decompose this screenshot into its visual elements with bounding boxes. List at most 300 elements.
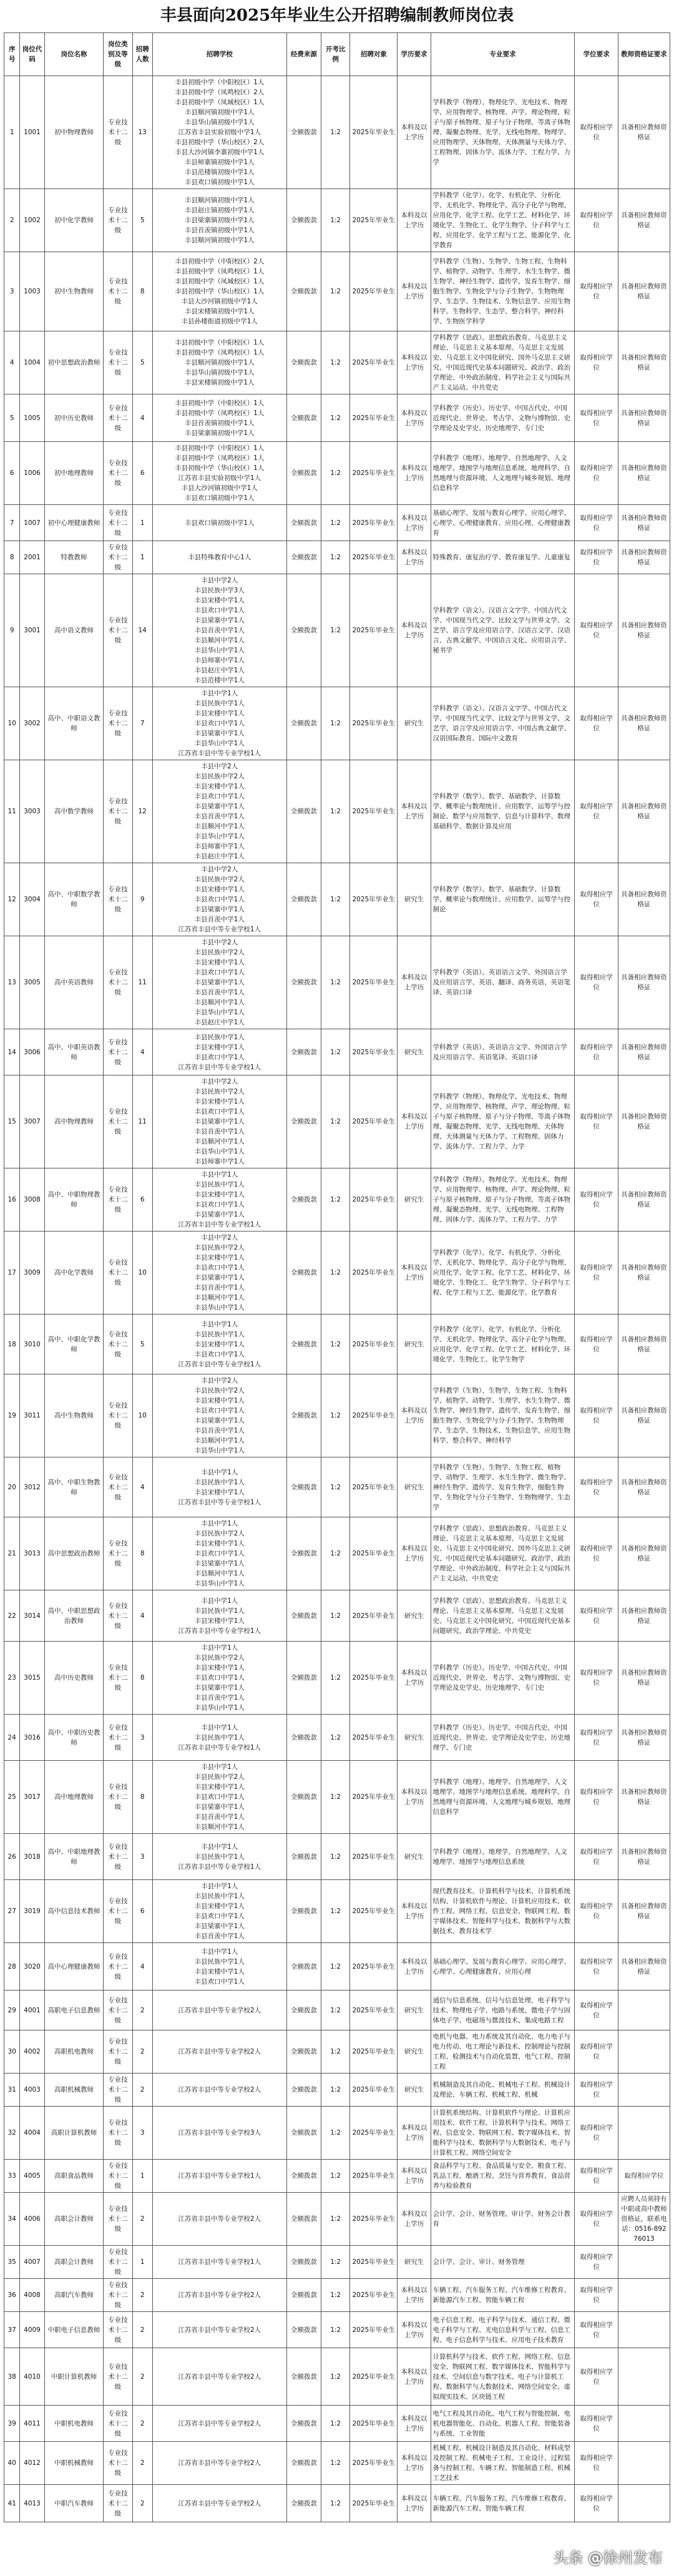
- cell-funding: 全额拨款: [286, 505, 321, 541]
- cell-funding: 全额拨款: [286, 687, 321, 760]
- cell-schools: [152, 1029, 286, 1075]
- cell-serial: 39: [4, 2406, 20, 2442]
- cell-target: 2025年毕业生: [350, 505, 398, 541]
- school-line: 丰县宋楼中学1人: [194, 1664, 245, 1672]
- school-line: 丰县梁寨镇初级中学1人: [184, 429, 255, 437]
- cell-target: 2025年毕业生: [350, 1457, 398, 1517]
- cell-code: 4003: [20, 2074, 44, 2107]
- school-line: 丰县民族中学1人: [194, 700, 245, 707]
- cell-ratio: 1:2: [321, 1232, 350, 1315]
- cell-degree: 取得相应学位: [575, 331, 618, 394]
- watermark-prefix: 头条: [553, 2549, 588, 2567]
- cell-post-name: 高职会计教师: [44, 2193, 104, 2246]
- cell-target: 2025年毕业生: [350, 1517, 398, 1590]
- cell-count: 3: [132, 2107, 152, 2160]
- cell-schools: [152, 1880, 286, 1943]
- school-line: 丰县宋楼镇初级中学1人: [184, 379, 255, 386]
- school-line: 丰县梁寨中学1人: [194, 906, 245, 913]
- school-line: 丰县华山中学1人: [194, 740, 245, 747]
- school-line: 丰县初级中学（凤鸣校区）1人: [175, 454, 265, 462]
- cell-category: 专业技术十二级: [104, 1168, 132, 1232]
- school-line: 丰县首羡镇初级中学1人: [184, 419, 255, 427]
- cell-funding: 全额拨款: [286, 2107, 321, 2160]
- table-row: [4, 1075, 670, 1168]
- school-line: 丰县欢口中学1人: [194, 1793, 245, 1801]
- cell-target: 2025年毕业生: [350, 1642, 398, 1715]
- cell-serial: 9: [4, 574, 20, 687]
- school-line: 丰县宋楼镇初级中学1人: [184, 308, 255, 315]
- cell-degree: 取得相应学位: [575, 1642, 618, 1715]
- cell-degree: 取得相应学位: [575, 1374, 618, 1457]
- cell-serial: 2: [4, 189, 20, 252]
- cell-category: 专业技术十二级: [104, 2074, 132, 2107]
- cell-post-name: 高中、中职历史教师: [44, 1715, 104, 1761]
- cell-education: 研究生: [398, 863, 431, 936]
- cell-category: 专业技术十二级: [104, 2030, 132, 2074]
- cell-schools: [152, 2030, 286, 2074]
- cell-serial: 4: [4, 331, 20, 394]
- cell-major: 机械工程、机械设计制造及其自动化、材料成型及控制工程、机械电子工程、工业设计、过程装备与控制工程、车辆工程、智能制造工程、机械工艺技术: [431, 2442, 575, 2485]
- cell-serial: 32: [4, 2107, 20, 2160]
- table-row: [4, 1715, 670, 1761]
- table-row: [4, 1991, 670, 2030]
- cell-post-name: 中职汽车教师: [44, 2485, 104, 2522]
- cell-major: 学科教学（生物）、生物学、生物工程、生物科学、植物学、动物学、生理学、水生生物学、微生物学、神经生物学、遗传学、发育生物学、细胞生物学、生物化学与分子生物学、生物物理学、生态学、生物技术、生物信息学、应用生物科学、整合科学、神经科学: [431, 1374, 575, 1457]
- cell-code: 4012: [20, 2442, 44, 2485]
- cell-schools: [152, 2279, 286, 2312]
- cell-schools: [152, 505, 286, 541]
- cell-funding: 全额拨款: [286, 2246, 321, 2279]
- cell-target: 2025年毕业生: [350, 2246, 398, 2279]
- cell-education: 研究生: [398, 687, 431, 760]
- school-line: 丰县中学2人: [201, 763, 238, 770]
- school-line: 丰县中学1人: [201, 1723, 238, 1731]
- school-line: 丰县顺河镇初级中学1人: [184, 197, 255, 204]
- cell-category: 专业技术十二级: [104, 1590, 132, 1642]
- school-line: 江苏省丰县中等专业学校2人: [178, 2459, 261, 2467]
- cell-education: 研究生: [398, 2030, 431, 2074]
- cell-category: 专业技术十二级: [104, 687, 132, 760]
- cell-degree: 取得相应学位: [575, 2160, 618, 2193]
- cell-category: 专业技术十二级: [104, 1075, 132, 1168]
- cell-category: 专业技术十二级: [104, 541, 132, 574]
- school-line: 丰县初级中学（中阳校区）1人: [175, 339, 265, 346]
- cell-schools: [152, 1590, 286, 1642]
- cell-category: 专业技术十二级: [104, 1517, 132, 1590]
- school-line: 江苏省丰县中等专业学校1人: [178, 1863, 261, 1871]
- table-row: [4, 2442, 670, 2485]
- cell-serial: 11: [4, 760, 20, 863]
- school-line: 丰县初级中学（凤鸣校区）1人: [175, 268, 265, 275]
- school-line: 丰县宋楼中学1人: [194, 710, 245, 717]
- cell-count: 14: [132, 574, 152, 687]
- cell-target: 2025年毕业生: [350, 2348, 398, 2406]
- cell-major: 学科教学（化学）、化学、有机化学、分析化学、无机化学、物理化学、高分子化学与物理、应用化学、化学工程、化学工艺、材料化学、环境化学、生物化工、化学生物学、分子科学与工程、应用化学、化学工程与工艺、能源化学、化学教育: [431, 189, 575, 252]
- cell-category: 专业技术十二级: [104, 574, 132, 687]
- cell-target: 2025年毕业生: [350, 1991, 398, 2030]
- cell-funding: 全额拨款: [286, 1374, 321, 1457]
- cell-post-name: 高中心理健康教师: [44, 1943, 104, 1991]
- school-line: 丰县华山中学1人: [194, 1148, 245, 1155]
- cell-degree: 取得相应学位: [575, 2074, 618, 2107]
- cell-certificate: 具备相应教师资格证: [618, 1517, 670, 1590]
- cell-ratio: 1:2: [321, 2348, 350, 2406]
- cell-category: 专业技术十二级: [104, 2442, 132, 2485]
- cell-degree: 取得相应学位: [575, 1880, 618, 1943]
- school-line: 丰县首羡中学1人: [194, 1284, 245, 1291]
- cell-post-name: 高中、中职物理教师: [44, 1168, 104, 1232]
- cell-major: 学科教学（语文）、汉语言文字学、中国古代文学、中国现当代文学、比较文学与世界文学、文艺学、语言学及应用语言学、汉语言文学、汉语言、古典文献学、中国语言文化、应用语言学、秘书学: [431, 574, 575, 687]
- cell-serial: 12: [4, 863, 20, 936]
- table-row: [4, 936, 670, 1029]
- cell-education: 本科及以上学历: [398, 1374, 431, 1457]
- cell-target: 2025年毕业生: [350, 1374, 398, 1457]
- cell-major: 食品科学与工程、食品质量与安全、粮食工程、乳品工程、酿酒工程、烹饪与营养教育、食品营养与检验教育: [431, 2160, 575, 2193]
- cell-count: 11: [132, 1075, 152, 1168]
- cell-certificate: 具备相应教师资格证: [618, 76, 670, 189]
- cell-ratio: 1:2: [321, 1315, 350, 1374]
- school-line: 丰县欢口镇初级中学1人: [184, 494, 255, 502]
- cell-major: 学科教学（物理）、物理化学、光电技术、物理学、应用物理学、核物理、声学、理论物理、粒子与原子核物理、原子与分子物理、等离子体物理、凝聚态物理、光学、无线电物理、工程物理、固体力学、流体力学、工程力学、力学: [431, 1168, 575, 1232]
- school-line: 丰县大沙河镇初级中学1人: [181, 298, 258, 305]
- cell-major: 学科教学（物理）、物理化学、光电技术、物理学、应用物理学、核物理、声学、理论物理、粒子与原子核物理、原子与分子物理、等离子体物理、凝聚态物理、光学、无线电物理、物理学、应用物理学、天体物理、天体测量与天体力学、工程物理、固体力学、流体力学、工程力学、力学: [431, 76, 575, 189]
- cell-category: 专业技术十二级: [104, 1457, 132, 1517]
- school-line: 丰县首羡中学1人: [194, 916, 245, 923]
- cell-count: 2: [132, 2279, 152, 2312]
- school-line: 丰县民族中学2人: [194, 1773, 245, 1781]
- cell-post-name: 高中历史教师: [44, 1642, 104, 1715]
- cell-count: 12: [132, 760, 152, 863]
- cell-funding: 全额拨款: [286, 1590, 321, 1642]
- cell-post-name: 中职机电教师: [44, 2406, 104, 2442]
- school-line: 丰县欢口中学1人: [194, 1977, 245, 1986]
- cell-education: 本科及以上学历: [398, 505, 431, 541]
- cell-degree: 取得相应学位: [575, 541, 618, 574]
- cell-schools: [152, 252, 286, 331]
- cell-post-name: 高中英语教师: [44, 936, 104, 1029]
- cell-certificate: [618, 2030, 670, 2074]
- cell-serial: 26: [4, 1834, 20, 1880]
- cell-code: 4009: [20, 2312, 44, 2348]
- cell-serial: 30: [4, 2030, 20, 2074]
- cell-serial: 31: [4, 2074, 20, 2107]
- cell-schools: [152, 331, 286, 394]
- cell-funding: 全额拨款: [286, 1880, 321, 1943]
- cell-serial: 5: [4, 394, 20, 442]
- cell-major: 特殊教育、康复治疗学、教育康复学、儿童康复: [431, 541, 575, 574]
- school-line: 丰县梁寨镇初级中学1人: [184, 217, 255, 224]
- school-line: 丰县顺河中学1人: [194, 1294, 245, 1301]
- cell-post-name: 初中历史教师: [44, 394, 104, 442]
- cell-schools: [152, 2312, 286, 2348]
- table-row: [4, 1029, 670, 1075]
- column-header: 岗位名称: [44, 33, 104, 76]
- cell-post-name: 中职电子信息教师: [44, 2312, 104, 2348]
- cell-target: 2025年毕业生: [350, 2312, 398, 2348]
- cell-count: 5: [132, 331, 152, 394]
- column-header: 招聘学校: [152, 33, 286, 76]
- cell-schools: [152, 541, 286, 574]
- school-line: 丰县首羡中学1人: [194, 1694, 245, 1702]
- cell-code: 1001: [20, 76, 44, 189]
- cell-funding: 全额拨款: [286, 1075, 321, 1168]
- cell-education: 本科及以上学历: [398, 1642, 431, 1715]
- cell-certificate: [618, 1991, 670, 2030]
- school-line: 丰县首羡镇初级中学1人: [184, 227, 255, 234]
- cell-count: 1: [132, 2160, 152, 2193]
- cell-code: 3007: [20, 1075, 44, 1168]
- cell-major: 电子信息工程、电子科学与技术、通信工程、微电子科学与工程、光电信息科学与工程、信息工程、电子信息科学与技术、应用电子技术教育: [431, 2312, 575, 2348]
- cell-code: 4002: [20, 2030, 44, 2074]
- school-line: 丰县顺河中学1人: [194, 1138, 245, 1145]
- cell-serial: 41: [4, 2485, 20, 2522]
- cell-certificate: 具备相应教师资格证: [618, 331, 670, 394]
- school-line: 丰县首羡中学1人: [194, 627, 245, 634]
- cell-certificate: 具备相应教师资格证: [618, 541, 670, 574]
- school-line: 丰县初级中学（中阳校区）1人: [175, 399, 265, 407]
- school-line: 丰县顺河镇初级中学1人: [184, 109, 255, 116]
- cell-post-name: 初中生物教师: [44, 252, 104, 331]
- cell-schools: [152, 2107, 286, 2160]
- table-row: [4, 331, 670, 394]
- cell-major: 学科教学（语文）、汉语言文字学、中国古代文学、中国现当代文学、比较文学与世界文学、文艺学、语言学及应用语言学、中国古典文献学、汉语国际教育、国际中文教育: [431, 687, 575, 760]
- cell-degree: 取得相应学位: [575, 574, 618, 687]
- cell-certificate: [618, 2107, 670, 2160]
- cell-education: 本科及以上学历: [398, 189, 431, 252]
- cell-target: 2025年毕业生: [350, 760, 398, 863]
- school-line: 丰县首羡中学1人: [194, 989, 245, 996]
- school-line: 丰县初级中学（华山校区）2人: [175, 139, 265, 146]
- cell-ratio: 1:2: [321, 1880, 350, 1943]
- cell-schools: [152, 2442, 286, 2485]
- table-body: [4, 76, 670, 2522]
- cell-target: 2025年毕业生: [350, 442, 398, 505]
- cell-code: 3019: [20, 1880, 44, 1943]
- cell-major: 学科教学（历史）、历史学、中国古代史、中国近现代史、世界史、史学理论及史学史、历史地理学、专门史: [431, 1715, 575, 1761]
- cell-code: 1007: [20, 505, 44, 541]
- cell-education: 本科及以上学历: [398, 76, 431, 189]
- cell-code: 3013: [20, 1517, 44, 1590]
- cell-major: 学科教学（数学）、数学、基础数学、计算数学、概率论与数理统计、应用数学、运筹学与控制论: [431, 863, 575, 936]
- cell-post-name: 高中语文教师: [44, 574, 104, 687]
- cell-degree: 取得相应学位: [575, 2348, 618, 2406]
- cell-serial: 1: [4, 76, 20, 189]
- school-line: 丰县首羡中学1人: [194, 813, 245, 820]
- cell-post-name: 高职汽车教师: [44, 2279, 104, 2312]
- school-line: 丰县赵庄镇初级中学1人: [184, 207, 255, 214]
- cell-target: 2025年毕业生: [350, 1880, 398, 1943]
- cell-certificate: [618, 2279, 670, 2312]
- cell-category: 专业技术十二级: [104, 2246, 132, 2279]
- table-row: [4, 76, 670, 189]
- cell-schools: [152, 2074, 286, 2107]
- cell-funding: 全额拨款: [286, 2160, 321, 2193]
- table-row: [4, 2246, 670, 2279]
- school-line: 丰县顺河中学1人: [194, 823, 245, 830]
- school-line: 丰县民族中学1人: [194, 1033, 245, 1041]
- cell-count: 2: [132, 2312, 152, 2348]
- cell-certificate: 具备相应教师资格证: [618, 442, 670, 505]
- cell-target: 2025年毕业生: [350, 2193, 398, 2246]
- cell-code: 2001: [20, 541, 44, 574]
- school-line: 丰县民族中学2人: [194, 949, 245, 956]
- column-header: 招聘对象: [350, 33, 398, 76]
- cell-major: 学科教学（化学）、化学、有机化学、分析化学、无机化学、物理化学、高分子化学与物理、应用化学、化学工程、化学工艺、材料化学、环境化学、生物化工、化学生物学、分子科学与工程、化学工程与工艺、能源化学、化学教育: [431, 1232, 575, 1315]
- cell-serial: 16: [4, 1168, 20, 1232]
- cell-target: 2025年毕业生: [350, 2442, 398, 2485]
- cell-ratio: 1:2: [321, 189, 350, 252]
- cell-category: 专业技术十二级: [104, 1642, 132, 1715]
- cell-serial: 15: [4, 1075, 20, 1168]
- school-line: 丰县顺河中学1人: [194, 1823, 245, 1831]
- cell-code: 1005: [20, 394, 44, 442]
- cell-funding: 全额拨款: [286, 1715, 321, 1761]
- cell-schools: [152, 442, 286, 505]
- table-row: [4, 2312, 670, 2348]
- recruitment-table: [4, 32, 670, 2522]
- cell-major: 学科教学（生物）、生物学、生物工程、生物科学、植物学、动物学、生理学、水生生物学、微生物学、神经生物学、遗传学、发育生物学、细胞生物学、生物化学与分子生物学、生物物理学、生态学、生物技术、生物信息学、应用生物科学、生物科学、生态学、整合科学、神经科学、生物医学科学: [431, 252, 575, 331]
- cell-post-name: 高职食品教师: [44, 2160, 104, 2193]
- cell-certificate: 具备相应教师资格证: [618, 1880, 670, 1943]
- cell-serial: 33: [4, 2160, 20, 2193]
- cell-funding: 全额拨款: [286, 1168, 321, 1232]
- school-line: 丰县欢口中学1人: [194, 969, 245, 976]
- cell-category: 专业技术十二级: [104, 760, 132, 863]
- cell-ratio: 1:2: [321, 1168, 350, 1232]
- cell-certificate: [618, 2485, 670, 2522]
- school-line: 江苏省丰县中等专业学校2人: [178, 2373, 261, 2381]
- cell-code: 4004: [20, 2107, 44, 2160]
- cell-certificate: 具备相应教师资格证: [618, 574, 670, 687]
- school-line: 江苏省丰县中等专业学校1人: [178, 1221, 261, 1228]
- cell-serial: 28: [4, 1943, 20, 1991]
- cell-schools: [152, 1168, 286, 1232]
- cell-ratio: 1:2: [321, 1029, 350, 1075]
- cell-funding: 全额拨款: [286, 189, 321, 252]
- cell-certificate: [618, 2348, 670, 2406]
- cell-schools: [152, 2246, 286, 2279]
- cell-target: 2025年毕业生: [350, 1168, 398, 1232]
- cell-target: 2025年毕业生: [350, 189, 398, 252]
- cell-ratio: 1:2: [321, 1457, 350, 1517]
- cell-target: 2025年毕业生: [350, 687, 398, 760]
- cell-target: 2025年毕业生: [350, 2074, 398, 2107]
- cell-funding: 全额拨款: [286, 1029, 321, 1075]
- cell-category: 专业技术十二级: [104, 2406, 132, 2442]
- cell-category: 专业技术十二级: [104, 1029, 132, 1075]
- cell-code: 3004: [20, 863, 44, 936]
- cell-certificate: 具备相应教师资格证: [618, 1315, 670, 1374]
- cell-category: 专业技术十二级: [104, 1834, 132, 1880]
- table-row: [4, 1374, 670, 1457]
- table-row: [4, 1590, 670, 1642]
- school-line: 丰县华山中学1人: [194, 1580, 245, 1587]
- cell-ratio: 1:2: [321, 760, 350, 863]
- cell-degree: 取得相应学位: [575, 1232, 618, 1315]
- cell-post-name: 高职机电教师: [44, 2030, 104, 2074]
- cell-major: 学科教学（英语）、英语语言文学、外国语言学及应用语言学、英语、翻译、商务英语、英语笔译、英语口译: [431, 936, 575, 1029]
- table-row: [4, 2348, 670, 2406]
- cell-degree: 取得相应学位: [575, 936, 618, 1029]
- cell-code: 3018: [20, 1834, 44, 1880]
- cell-serial: 6: [4, 442, 20, 505]
- cell-major: 现代教育技术、计算机科学与技术、计算机系统结构、计算机软件与理论、计算机应用技术、软件工程、网络工程、信息安全、物联网工程、数字媒体技术、智能科学与技术、数据科学与大数据技术、教育技术学: [431, 1880, 575, 1943]
- column-header: 专业要求: [431, 33, 575, 76]
- school-line: 丰县首羡中学1人: [194, 1813, 245, 1821]
- cell-certificate: 具备相应教师资格证: [618, 1642, 670, 1715]
- cell-category: 专业技术十二级: [104, 505, 132, 541]
- school-line: 丰县初级中学（凤鸣校区）1人: [175, 409, 265, 417]
- cell-ratio: 1:2: [321, 863, 350, 936]
- cell-category: 专业技术十二级: [104, 394, 132, 442]
- table-row: [4, 2107, 670, 2160]
- cell-post-name: 高中、中职地理教师: [44, 1834, 104, 1880]
- cell-post-name: 初中化学教师: [44, 189, 104, 252]
- cell-education: 本科及以上学历: [398, 331, 431, 394]
- school-line: 丰县华山镇初级中学1人: [184, 119, 255, 126]
- cell-degree: 取得相应学位: [575, 252, 618, 331]
- cell-serial: 38: [4, 2348, 20, 2406]
- cell-major: 计算机科学与技术、软件工程、网络工程、信息安全、物联网工程、数字媒体技术、智能科学与技术、空间信息与数字技术、电子与计算机工程、数据科学与大数据技术、网络空间安全、虚拟现实技术、区块链工程: [431, 2348, 575, 2406]
- school-line: 丰县初级中学（华山校区）1人: [175, 288, 265, 295]
- school-line: 丰县中学1人: [201, 1947, 238, 1956]
- cell-post-name: 高中地理教师: [44, 1761, 104, 1834]
- school-line: 江苏省丰县实验初级中学1人: [178, 474, 261, 482]
- watermark-name: 徐州发布: [603, 2549, 663, 2567]
- cell-count: 3: [132, 1834, 152, 1880]
- cell-funding: 全额拨款: [286, 2074, 321, 2107]
- school-line: 丰县中学2人: [201, 1078, 238, 1085]
- table-row: [4, 1761, 670, 1834]
- school-line: 丰县欢口中学1人: [194, 793, 245, 800]
- cell-schools: [152, 936, 286, 1029]
- cell-ratio: 1:2: [321, 2160, 350, 2193]
- cell-major: 电气工程及其自动化、电气工程与智能控制、电机电器智能化、自动化、机器人工程、智能装备与系统、工业智能: [431, 2406, 575, 2442]
- cell-count: 5: [132, 189, 152, 252]
- cell-major: 会计学、会计、财务管理、审计学、财务会计教育: [431, 2193, 575, 2246]
- school-line: 丰县孙楼街道初级中学1人: [181, 318, 258, 325]
- school-line: 丰县欢口中学1人: [194, 1108, 245, 1115]
- cell-count: 4: [132, 1029, 152, 1075]
- cell-category: 专业技术十二级: [104, 1943, 132, 1991]
- cell-schools: [152, 394, 286, 442]
- school-line: 丰县中学1人: [201, 1883, 238, 1890]
- table-row: [4, 1168, 670, 1232]
- cell-funding: 全额拨款: [286, 1457, 321, 1517]
- cell-degree: 取得相应学位: [575, 1715, 618, 1761]
- cell-schools: [152, 687, 286, 760]
- cell-post-name: 高中生物教师: [44, 1374, 104, 1457]
- cell-education: 本科及以上学历: [398, 252, 431, 331]
- cell-target: 2025年毕业生: [350, 1075, 398, 1168]
- school-line: 丰县欢口镇初级中学1人: [184, 519, 255, 527]
- cell-serial: 10: [4, 687, 20, 760]
- cell-code: 3016: [20, 1715, 44, 1761]
- cell-post-name: 高中、中职数学教师: [44, 863, 104, 936]
- cell-ratio: 1:2: [321, 2485, 350, 2522]
- table-row: [4, 505, 670, 541]
- cell-education: 本科及以上学历: [398, 2348, 431, 2406]
- cell-funding: 全额拨款: [286, 1315, 321, 1374]
- cell-schools: [152, 189, 286, 252]
- cell-serial: 3: [4, 252, 20, 331]
- school-line: 丰县民族中学2人: [194, 876, 245, 883]
- cell-schools: [152, 2160, 286, 2193]
- cell-degree: 取得相应学位: [575, 2312, 618, 2348]
- school-line: 江苏省丰县中等专业学校1人: [178, 1498, 261, 1506]
- school-line: 丰县民族中学2人: [194, 1387, 245, 1394]
- cell-count: 6: [132, 1880, 152, 1943]
